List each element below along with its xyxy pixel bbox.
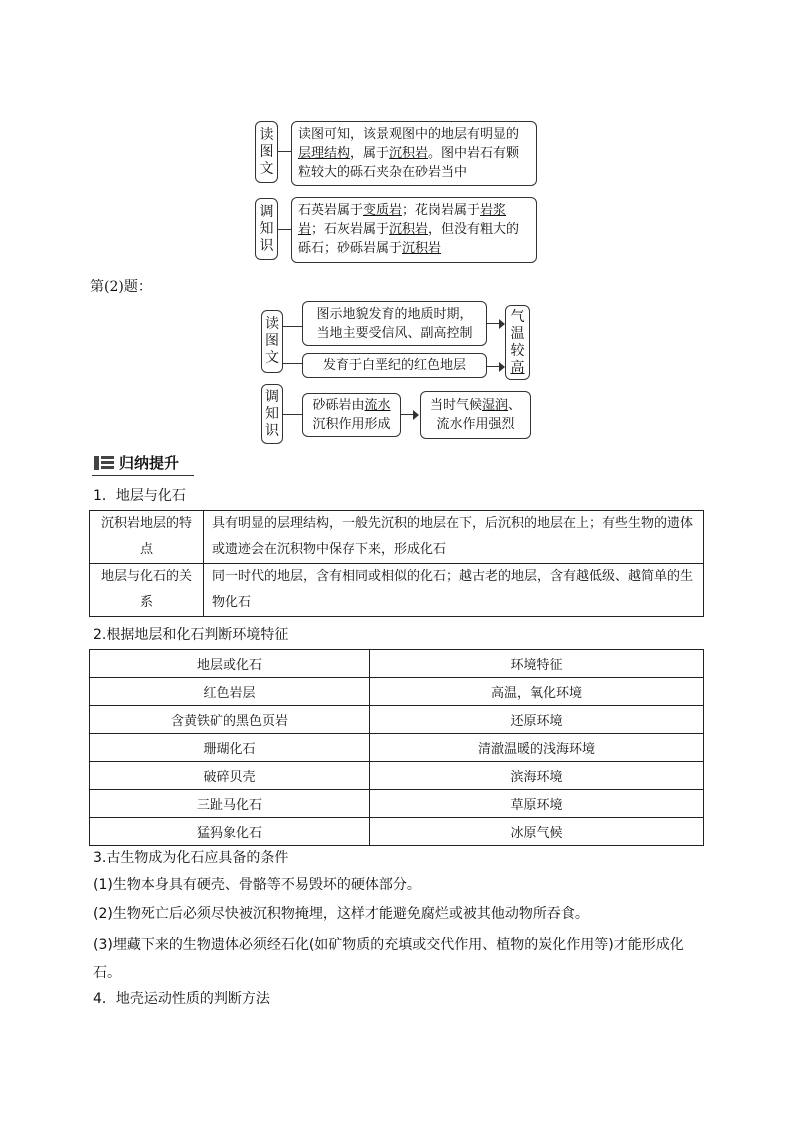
connector-line bbox=[283, 363, 302, 364]
read-figure-text-box: 读图可知，该景观图中的地层有明显的层理结构，属于沉积岩。图中岩石有颗粒较大的砾石夹杂在砂岩当中 bbox=[291, 121, 537, 186]
section-list-icon bbox=[94, 456, 114, 470]
table-row bbox=[90, 762, 704, 790]
table-cell: 滨海环境 bbox=[370, 762, 704, 790]
knowledge-label: 调 知 识 bbox=[261, 384, 283, 444]
environment-table bbox=[89, 649, 704, 846]
table-row bbox=[90, 706, 704, 734]
list-item: (2)生物死亡后必须尽快被沉积物掩埋，这样才能避免腐烂或被其他动物所吞食。 bbox=[93, 906, 589, 922]
table-header-cell: 地层与化石的关系 bbox=[90, 564, 204, 617]
table-row bbox=[90, 511, 704, 564]
section-underline bbox=[92, 475, 194, 476]
column-header: 地层或化石 bbox=[90, 650, 370, 678]
table-cell: 珊瑚化石 bbox=[90, 734, 370, 762]
table-cell: 草原环境 bbox=[370, 790, 704, 818]
table-row bbox=[90, 790, 704, 818]
table-row bbox=[90, 734, 704, 762]
table-cell: 冰原气候 bbox=[370, 818, 704, 846]
table-row bbox=[90, 564, 704, 617]
table-cell: 具有明显的层理结构，一般先沉积的地层在下，后沉积的地层在上；有些生物的遗体或遗迹会在沉积物中保存下来，形成化石 bbox=[204, 511, 704, 564]
table-cell: 三趾马化石 bbox=[90, 790, 370, 818]
list-item: (1)生物本身具有硬壳、骨骼等不易毁坏的硬体部分。 bbox=[93, 877, 421, 893]
heading-strata-fossils: 1．地层与化石 bbox=[93, 488, 186, 504]
heading-fossil-conditions: 3.古生物成为化石应具备的条件 bbox=[93, 850, 289, 866]
table-row bbox=[90, 818, 704, 846]
heading-environment: 2.根据地层和化石判断环境特征 bbox=[93, 627, 289, 643]
read-figure-label: 读 图 文 bbox=[261, 310, 283, 373]
heading-crust-movement: 4．地壳运动性质的判断方法 bbox=[93, 991, 270, 1007]
connector-line bbox=[278, 151, 291, 152]
knowledge-text-box: 石英岩属于变质岩；花岗岩属于岩浆岩；石灰岩属于沉积岩，但没有粗大的砾石；砂砾岩属于沉积岩 bbox=[291, 197, 537, 263]
conglomerate-formation-box: 砂砾岩由流水沉积作用形成 bbox=[302, 393, 401, 437]
question-label: 第(2)题： bbox=[90, 279, 152, 295]
table-cell: 含黄铁矿的黑色页岩 bbox=[90, 706, 370, 734]
column-header: 环境特征 bbox=[370, 650, 704, 678]
connector-line bbox=[283, 414, 302, 415]
table-header-cell: 沉积岩地层的特点 bbox=[90, 511, 204, 564]
knowledge-label: 调 知 识 bbox=[255, 198, 278, 260]
table-cell: 破碎贝壳 bbox=[90, 762, 370, 790]
list-item: (3)埋藏下来的生物遗体必须经石化(如矿物质的充填或交代作用、植物的炭化作用等)才能形成化石。 bbox=[93, 937, 684, 981]
table-cell: 清澈温暖的浅海环境 bbox=[370, 734, 704, 762]
strata-fossil-table bbox=[89, 510, 704, 617]
table-cell: 猛犸象化石 bbox=[90, 818, 370, 846]
arrow-head bbox=[413, 410, 419, 420]
table-cell: 同一时代的地层，含有相同或相似的化石；越古老的地层，含有越低级、越简单的生物化石 bbox=[204, 564, 704, 617]
high-temperature-result-box: 气 温 较 高 bbox=[505, 305, 530, 380]
table-cell: 还原环境 bbox=[370, 706, 704, 734]
table-row bbox=[90, 678, 704, 706]
read-figure-label: 读 图 文 bbox=[255, 121, 278, 183]
connector-line bbox=[283, 326, 302, 327]
climate-box: 当时气候湿润、流水作用强烈 bbox=[420, 391, 531, 439]
section-title: 归纳提升 bbox=[119, 454, 180, 472]
red-strata-box: 发育于白垩纪的红色地层 bbox=[302, 353, 487, 378]
geologic-period-box: 图示地貌发育的地质时期，当地主要受信风、副高控制 bbox=[302, 301, 487, 346]
table-cell: 高温，氧化环境 bbox=[370, 678, 704, 706]
connector-line bbox=[278, 229, 291, 230]
table-cell: 红色岩层 bbox=[90, 678, 370, 706]
table-header-row bbox=[90, 650, 704, 678]
